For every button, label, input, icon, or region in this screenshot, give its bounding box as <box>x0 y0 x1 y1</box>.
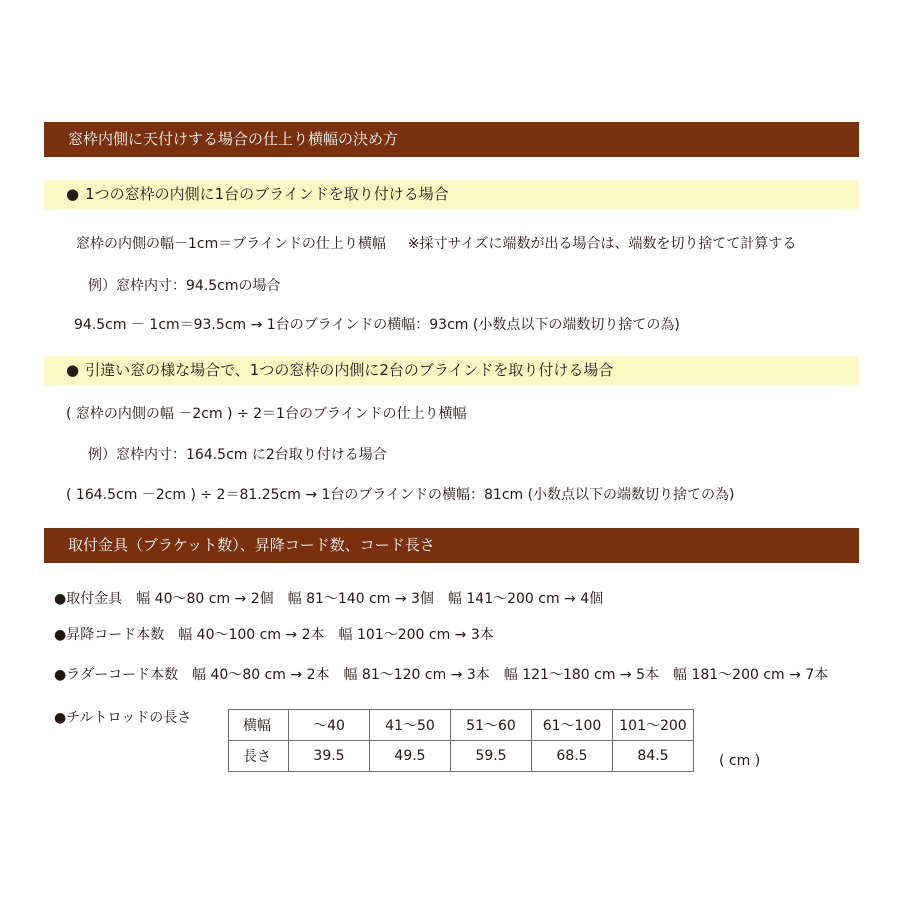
table-cell-width: 61～100 <box>532 710 613 741</box>
case-heading-double-blind <box>44 356 859 385</box>
table-header-length: 長さ <box>229 741 289 772</box>
tilt-rod-label <box>54 708 191 728</box>
table-cell-length: 68.5 <box>532 741 613 772</box>
table-header-width: 横幅 <box>229 710 289 741</box>
example-line-double <box>88 445 387 465</box>
formula-text: ( 窓枠の内側の幅 －2cm ) ÷ 2＝1台のブラインドの仕上り横幅 <box>66 406 467 422</box>
example-text: 例）窓枠内寸：94.5cmの場合 <box>88 278 281 294</box>
section-title: 取付金具（ブラケット数）、昇降コード数、コード長さ <box>68 536 435 554</box>
table-cell-length: 49.5 <box>370 741 451 772</box>
table-cell-width: 41～50 <box>370 710 451 741</box>
case-heading-text: 1つの窓枠の内側に1台のブラインドを取り付ける場合 <box>85 185 449 203</box>
example-text: 例）窓枠内寸：164.5cm に2台取り付ける場合 <box>88 447 387 463</box>
calc-text: 94.5cm － 1cm＝93.5cm → 1台のブラインドの横幅：93cm (小数点以下の端数切り捨ての為) <box>74 317 680 333</box>
bullet-icon: ● <box>66 185 80 203</box>
ladder-cord-count-text: ●ラダーコード本数 幅 40～80 cm → 2本 幅 81～120 cm → 3本 幅 121～180 cm → 5本 幅 181～200 cm → 7本 <box>54 667 829 683</box>
calc-line-double <box>66 485 735 505</box>
unit-text: ( cm ) <box>719 753 761 769</box>
calc-text: ( 164.5cm －2cm ) ÷ 2＝81.25cm → 1台のブラインドの横幅：81cm (小数点以下の端数切り捨ての為) <box>66 487 735 503</box>
table-cell-width: ～40 <box>289 710 370 741</box>
table-cell-width: 51～60 <box>451 710 532 741</box>
table-row-widths <box>229 710 694 741</box>
case-heading-single-blind <box>44 180 859 209</box>
lift-cord-count-text: ●昇降コード本数 幅 40～100 cm → 2本 幅 101～200 cm → 3本 <box>54 627 494 643</box>
example-line-single <box>88 276 281 296</box>
rounding-note: ※採寸サイズに端数が出る場合は、端数を切り捨てて計算する <box>407 236 797 252</box>
formula-line-single <box>76 234 796 254</box>
tilt-rod-length-table <box>228 709 694 772</box>
formula-text: 窓枠の内側の幅－1cm＝ブラインドの仕上り横幅 <box>76 236 386 252</box>
bracket-count-text: ●取付金具 幅 40～80 cm → 2個 幅 81～140 cm → 3個 幅 141～200 cm → 4個 <box>54 591 604 607</box>
section-header-parts <box>44 528 859 563</box>
section-header-install-width <box>44 122 859 157</box>
table-cell-length: 59.5 <box>451 741 532 772</box>
ladder-cord-count-line <box>54 665 828 685</box>
section-title: 窓枠内側に天付けする場合の仕上り横幅の決め方 <box>68 130 399 148</box>
table-cell-length: 84.5 <box>613 741 694 772</box>
bullet-icon: ● <box>66 361 80 379</box>
lift-cord-count-line <box>54 625 494 645</box>
table-row-lengths <box>229 741 694 772</box>
unit-label <box>719 751 760 771</box>
case-heading-text: 引違い窓の様な場合で、1つの窓枠の内側に2台のブラインドを取り付ける場合 <box>85 361 614 379</box>
table-cell-length: 39.5 <box>289 741 370 772</box>
calc-line-single <box>74 315 680 335</box>
tilt-rod-label-text: ●チルトロッドの長さ <box>54 710 192 726</box>
formula-line-double <box>66 404 467 424</box>
table-cell-width: 101～200 <box>613 710 694 741</box>
bracket-count-line <box>54 589 603 609</box>
